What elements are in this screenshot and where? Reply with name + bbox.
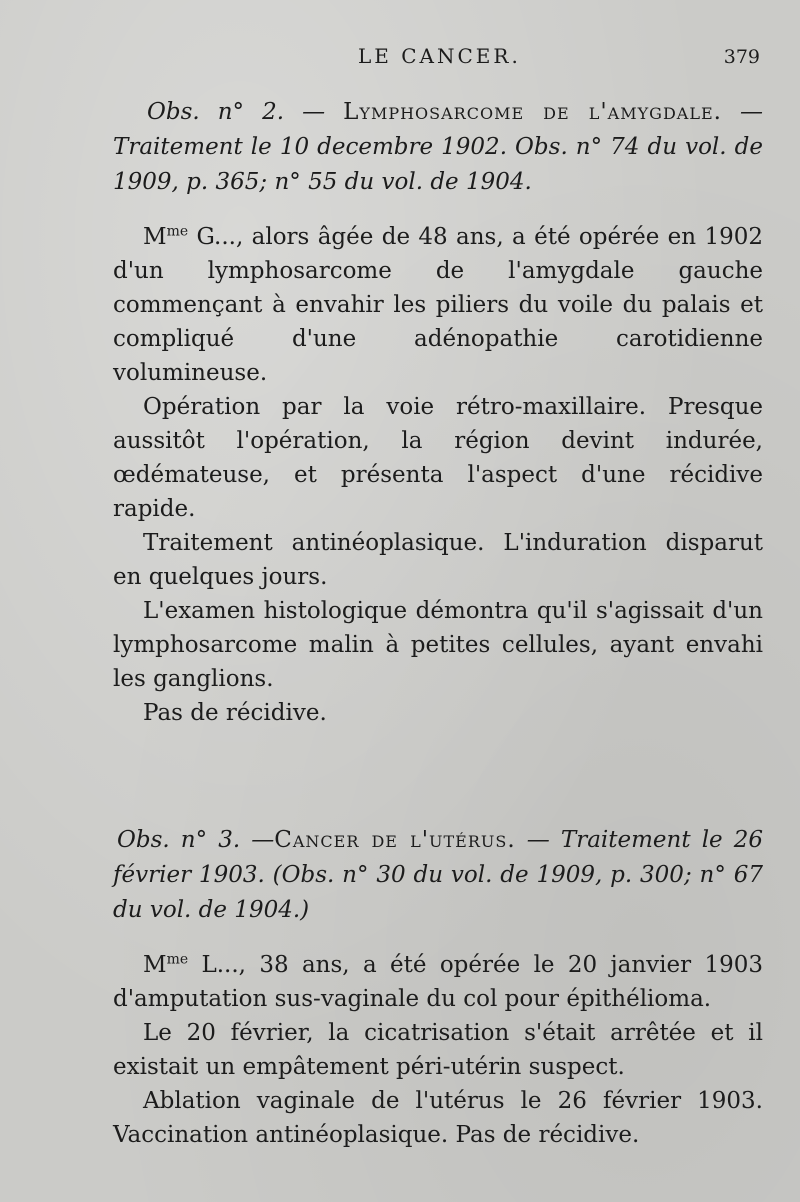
running-head [0, 40, 800, 80]
observation-3-reference: Traitement le 26 février 1903. (Obs. n° 30 du vol. de 1909, p. 300; n° 67 du vol. de 1904.) [113, 827, 764, 923]
title-abbreviation-sup: me [166, 223, 189, 240]
observation-2-label: Obs. n° 2. [147, 99, 285, 125]
observation-2-dash: — [284, 99, 344, 125]
observation-2-dash-2: — [721, 99, 764, 125]
running-title: LE CANCER. [358, 44, 521, 68]
observation-2-title: Lymphosarcome de l'amygdale. [343, 99, 722, 125]
title-abbreviation-sup: me [166, 951, 189, 968]
observation-2-paragraph-1 [113, 220, 763, 390]
observation-3-dash-2: — [515, 827, 561, 853]
page-number: 379 [723, 46, 760, 68]
observation-2-reference: Traitement le 10 decembre 1902. Obs. n° 74 du vol. de 1909, p. 365; n° 55 du vol. de 1904. [113, 134, 763, 195]
observation-3-paragraph-1 [113, 948, 763, 1016]
observation-3-title: Cancer de l'utérus. [274, 827, 516, 853]
observation-2-paragraph-4: L'examen histologique démontra qu'il s'agissait d'un lymphosarcome malin à petites cellules, ayant envahi les ganglions. [113, 598, 763, 692]
observation-3 [113, 823, 763, 1152]
title-abbreviation: M [143, 224, 167, 250]
title-abbreviation: M [143, 952, 167, 978]
paragraph-text: G..., alors âgée de 48 ans, a été opérée en 1902 d'un lymphosarcome de l'amygdale gauche commençant à envahir les piliers du voile du palais et compliqué d'une adénopathie carotidienne volumineuse. [113, 224, 763, 386]
observation-3-heading [113, 823, 763, 928]
observation-2-paragraph-5: Pas de récidive. [143, 700, 327, 726]
observation-3-label: Obs. n° 3. [117, 827, 241, 853]
observation-3-dash: — [240, 827, 275, 853]
paragraph-text: L..., 38 ans, a été opérée le 20 janvier 1903 d'amputation sus-vaginale du col pour épithélioma. [113, 952, 763, 1012]
observation-3-paragraph-2: Le 20 février, la cicatrisation s'était arrêtée et il existait un empâtement péri-utérin suspect. [113, 1020, 763, 1080]
observation-2-paragraph-3: Traitement antinéoplasique. L'induration disparut en quelques jours. [113, 530, 763, 590]
observation-2-heading [113, 95, 763, 200]
observation-2 [113, 95, 763, 730]
observation-2-paragraph-2: Opération par la voie rétro-maxillaire. Presque aussitôt l'opération, la région devint indurée, œdémateuse, et présenta l'aspect d'une récidive rapide. [113, 394, 763, 522]
observation-3-paragraph-3: Ablation vaginale de l'utérus le 26 février 1903. Vaccination antinéoplasique. Pas de récidive. [113, 1088, 763, 1148]
